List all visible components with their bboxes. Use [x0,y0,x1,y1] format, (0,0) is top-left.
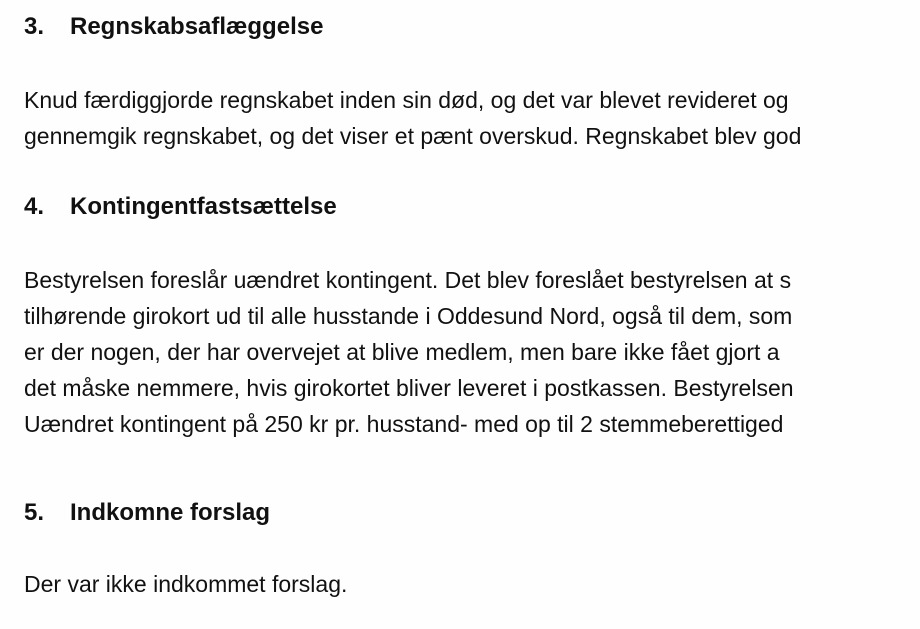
section-title: Regnskabsaflæggelse [70,13,324,40]
section-indkomne-forslag [24,498,920,597]
section-heading [24,192,920,222]
paragraph-line: det måske nemmere, hvis girokortet bliver leveret i postkassen. Bestyrelsen [24,375,794,401]
section-regnskabsaflaeggelse [24,12,920,149]
paragraph-line: Knud færdiggjorde regnskabet inden sin død, og det var blevet revideret og [24,87,789,113]
section-number: 3. [24,13,45,40]
section-kontingentfastsaettelse [24,192,920,437]
section-paragraph [24,262,794,442]
paragraph-line: gennemgik regnskabet, og det viser et pænt overskud. Regnskabet blev god [24,123,802,149]
paragraph-line: Bestyrelsen foreslår uændret kontingent. Det blev foreslået bestyrelsen at s [24,267,792,293]
paragraph-line: tilhørende girokort ud til alle husstande i Oddesund Nord, også til dem, som [24,303,793,329]
section-heading [24,12,920,42]
section-paragraph [24,82,801,154]
section-number: 4. [24,193,45,220]
paragraph-line: Uændret kontingent på 250 kr pr. husstand- med op til 2 stemmeberettiged [24,411,784,437]
section-title: Indkomne forslag [70,499,271,526]
section-paragraph [24,566,347,602]
paragraph-line: Der var ikke indkommet forslag. [24,571,348,597]
section-title: Kontingentfastsættelse [70,193,337,220]
paragraph-line: er der nogen, der har overvejet at blive medlem, men bare ikke fået gjort a [24,339,780,365]
section-number: 5. [24,499,45,526]
section-heading [24,498,920,528]
